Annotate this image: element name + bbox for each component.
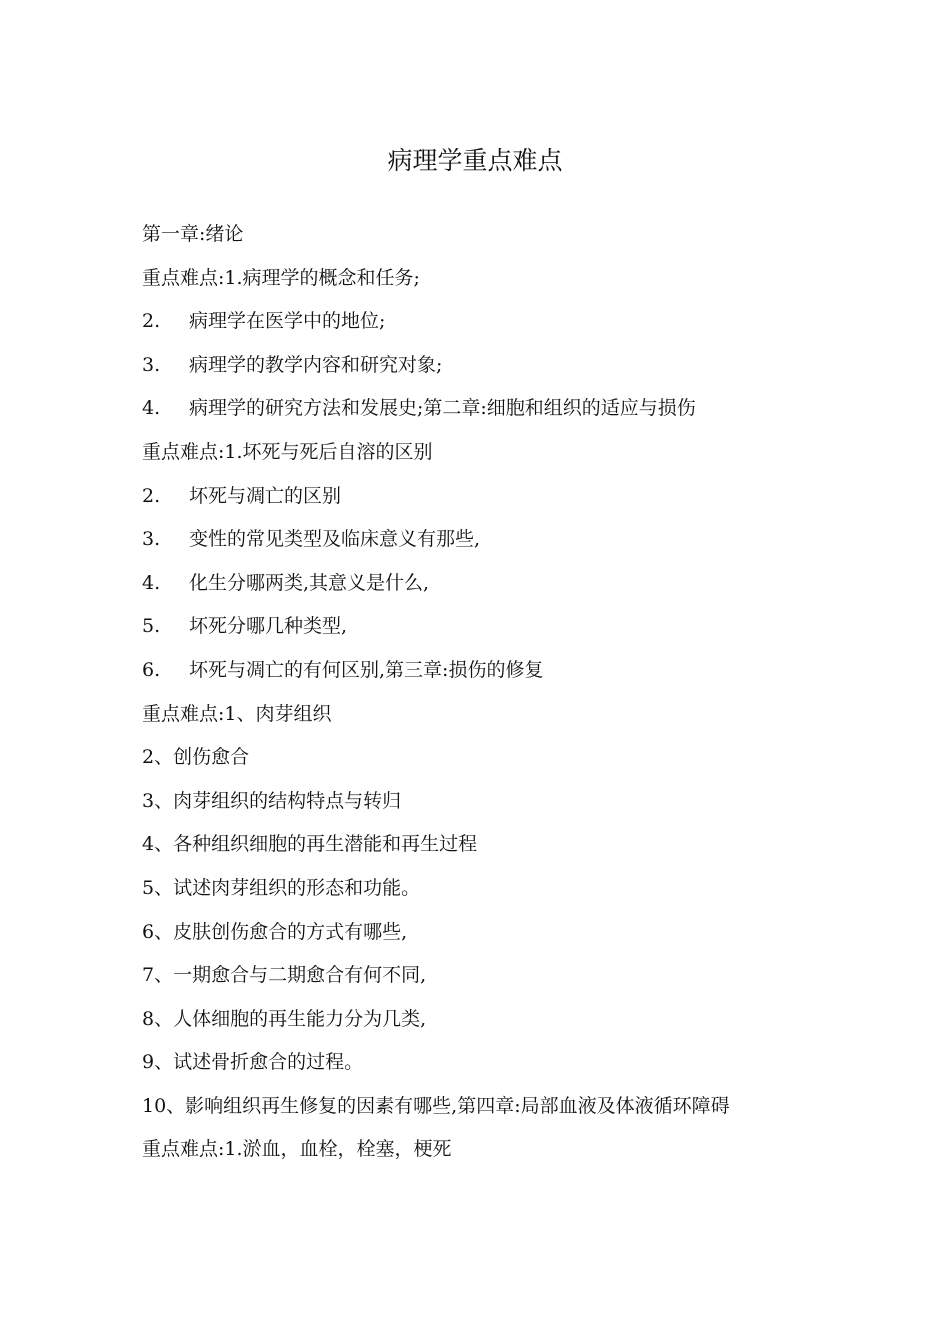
line-text: 4、各种组织细胞的再生潜能和再生过程 xyxy=(142,833,478,856)
text-line xyxy=(142,1046,902,1090)
line-text: 6、皮肤创伤愈合的方式有哪些, xyxy=(142,920,408,943)
text-line xyxy=(142,1133,902,1177)
line-text: 9、试述骨折愈合的过程。 xyxy=(142,1051,364,1074)
text-line xyxy=(142,218,902,262)
text-line xyxy=(142,567,902,611)
line-number: 4. xyxy=(142,571,161,594)
text-line xyxy=(142,1090,902,1134)
text-line xyxy=(142,610,902,654)
text-line xyxy=(142,262,902,306)
line-number: 6. xyxy=(142,658,161,681)
line-text: 病理学的研究方法和发展史;第二章:细胞和组织的适应与损伤 xyxy=(189,397,696,420)
line-text: 重点难点:1.淤血，血栓，栓塞，梗死 xyxy=(142,1138,452,1161)
document-body xyxy=(142,218,902,1177)
line-text: 8、人体细胞的再生能力分为几类, xyxy=(142,1007,427,1030)
line-number: 4. xyxy=(142,397,161,420)
text-line xyxy=(142,480,902,524)
line-text: 重点难点:1.坏死与死后自溶的区别 xyxy=(142,440,433,463)
text-line xyxy=(142,828,902,872)
line-text: 坏死与凋亡的有何区别,第三章:损伤的修复 xyxy=(189,658,544,681)
text-line xyxy=(142,349,902,393)
line-text: 10、影响组织再生修复的因素有哪些,第四章:局部血液及体液循环障碍 xyxy=(142,1094,730,1117)
text-line xyxy=(142,523,902,567)
line-text: 3、肉芽组织的结构特点与转归 xyxy=(142,789,402,812)
text-line xyxy=(142,916,902,960)
text-line xyxy=(142,654,902,698)
line-text: 重点难点:1.病理学的概念和任务; xyxy=(142,266,420,289)
line-text: 病理学的教学内容和研究对象; xyxy=(189,353,443,376)
line-text: 化生分哪两类,其意义是什么, xyxy=(189,571,430,594)
text-line xyxy=(142,698,902,742)
line-text: 2、创伤愈合 xyxy=(142,746,250,769)
text-line xyxy=(142,436,902,480)
line-text: 坏死分哪几种类型, xyxy=(189,615,348,638)
document-title: 病理学重点难点 xyxy=(387,146,563,175)
line-text: 7、一期愈合与二期愈合有何不同, xyxy=(142,964,427,987)
line-number: 5. xyxy=(142,615,161,638)
line-number: 3. xyxy=(142,528,161,551)
text-line xyxy=(142,785,902,829)
line-text: 第一章:绪论 xyxy=(142,223,244,245)
line-text: 5、试述肉芽组织的形态和功能。 xyxy=(142,876,421,899)
text-line xyxy=(142,305,902,349)
text-line xyxy=(142,741,902,785)
text-line xyxy=(142,959,902,1003)
text-line xyxy=(142,392,902,436)
text-line xyxy=(142,1003,902,1047)
text-line xyxy=(142,872,902,916)
line-number: 2. xyxy=(142,310,161,333)
line-number: 3. xyxy=(142,353,161,376)
line-text: 病理学在医学中的地位; xyxy=(189,310,386,333)
line-number: 2. xyxy=(142,484,161,507)
line-text: 变性的常见类型及临床意义有那些, xyxy=(189,528,481,551)
line-text: 重点难点:1、肉芽组织 xyxy=(142,702,332,725)
line-text: 坏死与凋亡的区别 xyxy=(189,484,342,507)
